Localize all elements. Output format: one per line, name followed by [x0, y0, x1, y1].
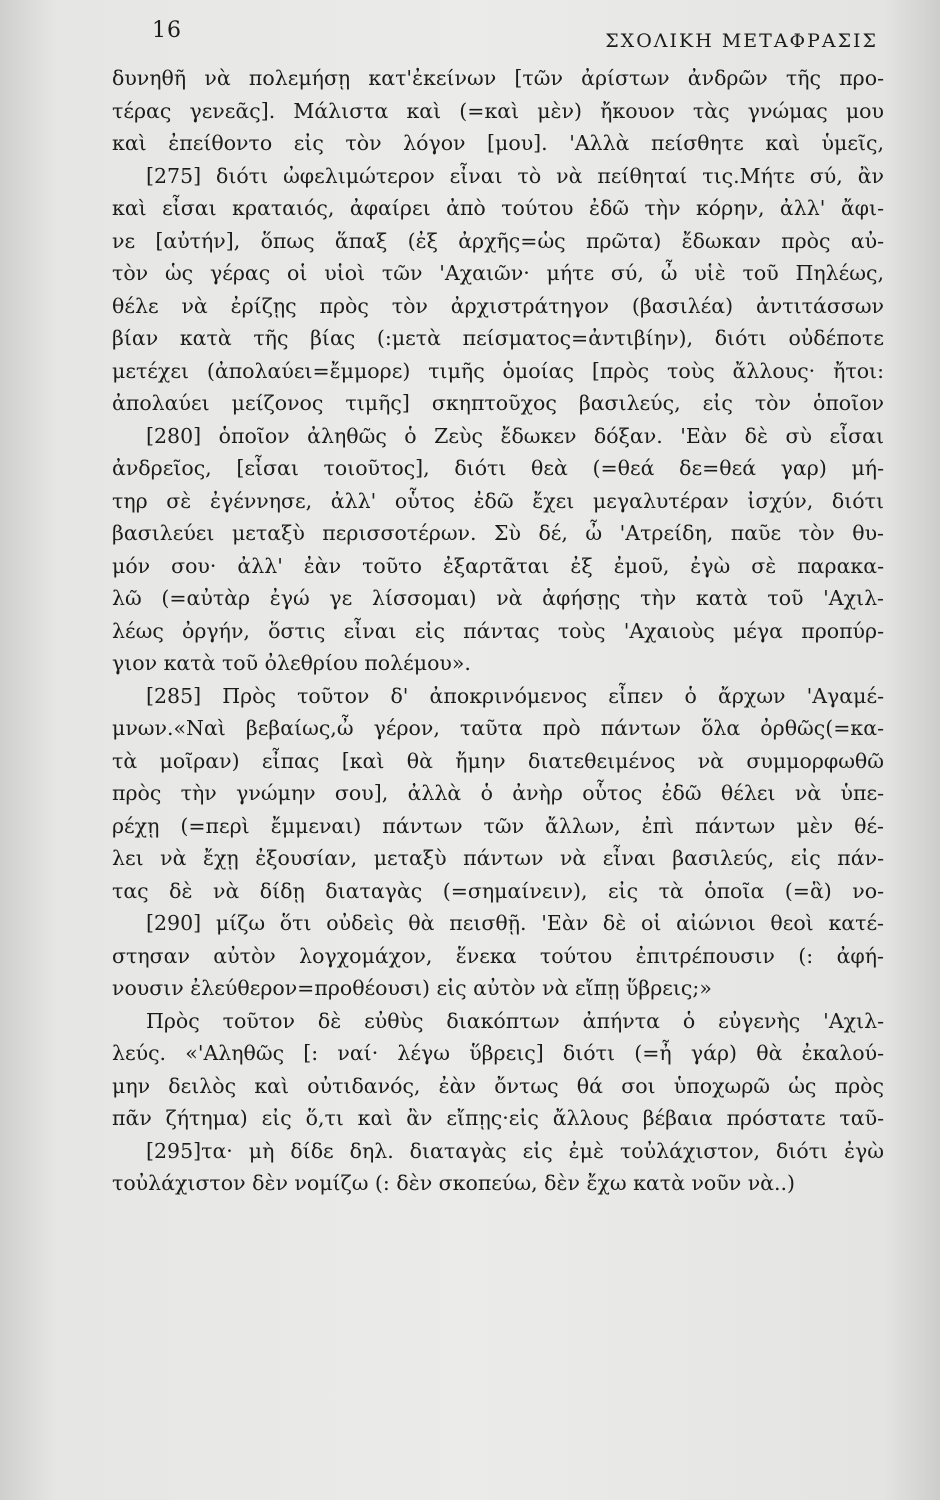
text-line: [280] ὁποῖον ἀληθῶς ὁ Ζεὺς ἔδωκεν δόξαν. 'Εὰν δὲ σὺ εἶσαι — [146, 423, 884, 448]
text-line: [295]τα· μὴ δίδε δηλ. διαταγὰς εἰς ἐμὲ τοὐλάχιστον, διότι ἐγὼ — [146, 1138, 884, 1163]
text-line: ρέχῃ (=περὶ ἔμμεναι) πάντων τῶν ἄλλων, ἐπὶ πάντων μὲν θέ- — [112, 813, 884, 838]
running-head: ΣΧΟΛΙΚΗ ΜΕΤΑΦΡΑΣΙΣ — [605, 30, 878, 52]
page-header — [0, 18, 940, 58]
text-line: [275] διότι ὠφελιμώτερον εἶναι τὸ νὰ πείθηταί τις.Μήτε σύ, ἂν — [146, 163, 884, 188]
text-line: τηρ σὲ ἐγέννησε, ἀλλ' οὗτος ἐδῶ ἔχει μεγαλυτέραν ἰσχύν, διότι — [112, 488, 884, 513]
text-line: [290] μίζω ὅτι οὐδεὶς θὰ πεισθῇ. 'Εὰν δὲ οἱ αἰώνιοι θεοὶ κατέ- — [146, 911, 884, 935]
text-line: βίαν κατὰ τῆς βίας (:μετὰ πείσματος=ἀντιβίην), διότι οὐδέποτε — [112, 326, 884, 350]
text-line: δυνηθῆ νὰ πολεμήσῃ κατ'ἐκείνων [τῶν ἀρίστων ἀνδρῶν τῆς προ- — [112, 66, 884, 90]
text-line: θέλε νὰ ἐρίζῃς πρὸς τὸν ἀρχιστράτηγον (βασιλέα) ἀντιτάσσων — [112, 293, 884, 318]
text-line: λει νὰ ἔχῃ ἐξουσίαν, μεταξὺ πάντων νὰ εἶναι βασιλεύς, εἰς πάν- — [112, 846, 884, 870]
text-line: ἀνδρεῖος, [εἶσαι τοιοῦτος], διότι θεὰ (=θεά δε=θεά γαρ) μή- — [112, 456, 884, 480]
text-line: τέρας γενεᾶς]. Μάλιστα καὶ (=καὶ μὲν) ἤκουον τὰς γνώμας μου — [112, 98, 884, 123]
text-line: βασιλεύει μεταξὺ περισσοτέρων. Σὺ δέ, ὦ 'Ατρείδη, παῦε τὸν θυ- — [112, 521, 884, 545]
text-line: πρὸς τὴν γνώμην σου], ἀλλὰ ὁ ἀνὴρ οὗτος ἐδῶ θέλει νὰ ὑπε- — [112, 781, 884, 805]
text-line: ἀπολαύει μείζονος τιμῆς] σκηπτοῦχος βασιλεύς, εἰς τὸν ὁποῖον — [112, 391, 884, 415]
text-line: τὰ μοῖραν) εἶπας [καὶ θὰ ἤμην διατεθειμένος νὰ συμμορφωθῶ — [112, 748, 884, 773]
text-line: μετέχει (ἀπολαύει=ἔμμορε) τιμῆς ὁμοίας [πρὸς τοὺς ἄλλους· ἤτοι: — [112, 358, 884, 383]
text-line: λέως ὀργήν, ὅστις εἶναι εἰς πάντας τοὺς 'Αχαιοὺς μέγα προπύρ- — [112, 618, 884, 643]
text-line: νουσιν ἐλεύθερον=προθέουσι) εἰς αὐτὸν νὰ εἴπῃ ὕβρεις;» — [112, 976, 712, 1000]
text-line: μνων.«Ναὶ βεβαίως,ὦ γέρον, ταῦτα πρὸ πάντων ὅλα ὀρθῶς(=κα- — [112, 716, 884, 740]
text-line: τας δὲ νὰ δίδῃ διαταγὰς (=σημαίνειν), εἰς τὰ ὁποῖα (=ἃ) νο- — [112, 878, 884, 903]
text-line: γιον κατὰ τοῦ ὀλεθρίου πολέμου». — [112, 651, 471, 675]
text-line: στησαν αὐτὸν λογχομάχον, ἕνεκα τούτου ἐπιτρέπουσιν (: ἀφή- — [112, 943, 884, 968]
text-line: Πρὸς τοῦτον δὲ εὐθὺς διακόπτων ἀπήντα ὁ εὐγενὴς 'Αχιλ- — [146, 1008, 884, 1033]
text-line: καὶ εἶσαι κραταιός, ἀφαίρει ἀπὸ τούτου ἐδῶ τὴν κόρην, ἀλλ' ἄφι- — [112, 196, 884, 220]
text-line: τοὐλάχιστον δὲν νομίζω (: δὲν σκοπεύω, δὲν ἔχω κατὰ νοῦν νὰ..) — [112, 1171, 796, 1195]
text-line: μόν σου· ἀλλ' ἐὰν τοῦτο ἐξαρτᾶται ἐξ ἐμοῦ, ἐγὼ σὲ παρακα- — [112, 553, 884, 578]
text-line: πᾶν ζήτημα) εἰς ὅ,τι καὶ ἂν εἴπῃς·εἰς ἄλλους βέβαια πρόστατε ταῦ- — [112, 1106, 884, 1130]
page-number: 16 — [152, 18, 182, 43]
text-line: μην δειλὸς καὶ οὐτιδανός, ἐὰν ὄντως θά σοι ὑποχωρῶ ὡς πρὸς — [112, 1073, 884, 1098]
body-text — [112, 62, 884, 1200]
text-line: τὸν ὡς γέρας οἱ υἱοὶ τῶν 'Αχαιῶν· μήτε σύ, ὦ υἱὲ τοῦ Πηλέως, — [112, 261, 884, 285]
text-line: [285] Πρὸς τοῦτον δ' ἀποκρινόμενος εἶπεν ὁ ἄρχων 'Αγαμέ- — [146, 683, 884, 708]
text-line: λεύς. «'Αληθῶς [: ναί· λέγω ὕβρεις] διότι (=ἦ γάρ) θὰ ἐκαλού- — [112, 1041, 884, 1065]
text-line: νε [αὐτήν], ὅπως ἅπαξ (ἐξ ἀρχῆς=ὡς πρῶτα) ἔδωκαν πρὸς αὐ- — [112, 228, 884, 253]
text-line: καὶ ἐπείθοντο εἰς τὸν λόγον [μου]. 'Αλλὰ πείσθητε καὶ ὑμεῖς, — [112, 131, 884, 155]
text-line: λῶ (=αὐτὰρ ἐγώ γε λίσσομαι) νὰ ἀφήσῃς τὴν κατὰ τοῦ 'Αχιλ- — [112, 586, 884, 610]
